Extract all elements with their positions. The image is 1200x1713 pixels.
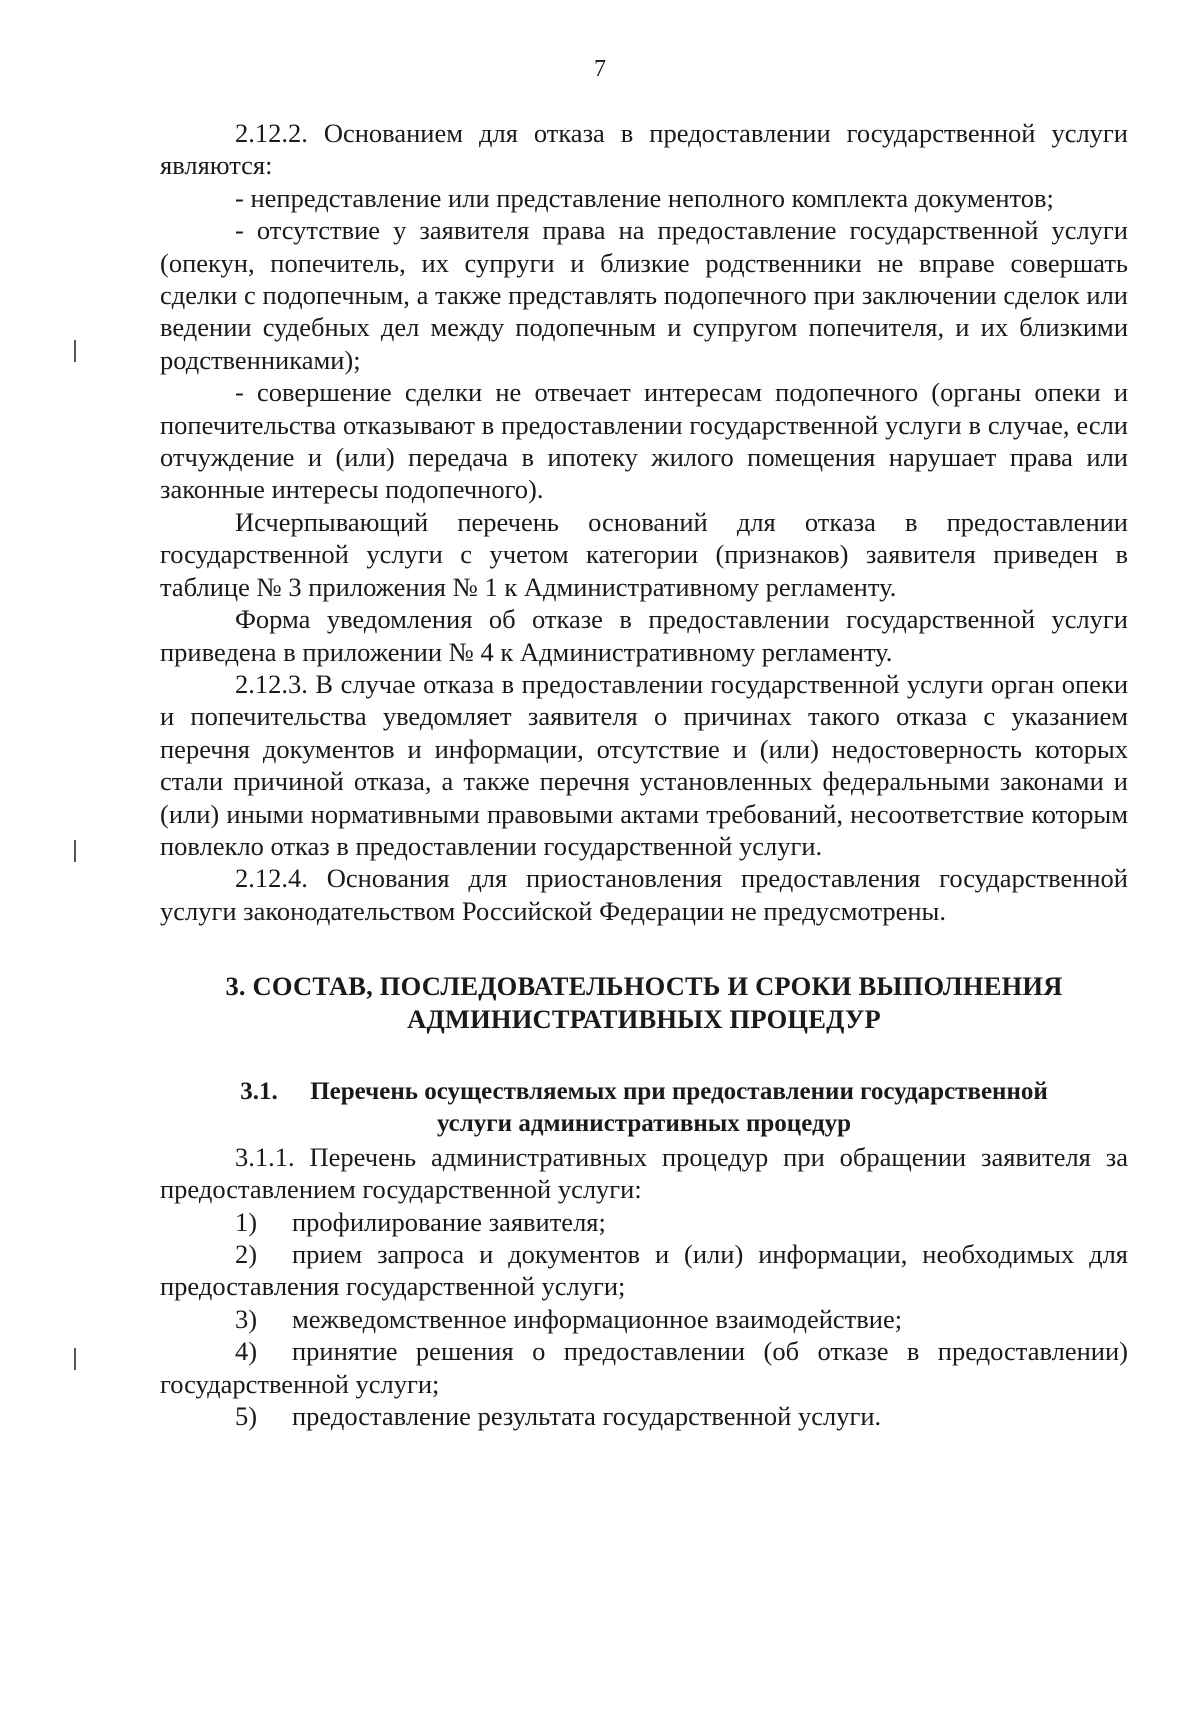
section-3-title-line1: 3. СОСТАВ, ПОСЛЕДОВАТЕЛЬНОСТЬ И СРОКИ ВЫПОЛНЕНИЯ — [225, 971, 1063, 1002]
paragraph-2-12-2: 2.12.2. Основанием для отказа в предоставлении государственной услуги являются: — [160, 118, 1128, 181]
list-marker: 5) — [235, 1401, 258, 1432]
margin-mark — [74, 1348, 76, 1370]
paragraph-dash-no-right: - отсутствие у заявителя права на предоставление государственной услуги (опекун, попечитель, их супруги и близкие родственники не вправе совершать сделки с подопечным, а также представлять подопечного при заключении сделок или ведении судебных дел между подопечным и супругом попечителя, и их близкими родственниками); — [160, 215, 1128, 375]
paragraph-refusal-form: Форма уведомления об отказе в предоставлении государственной услуги приведена в приложении № 4 к Административному регламенту. — [160, 604, 1128, 667]
list-text: профилирование заявителя; — [292, 1206, 606, 1237]
paragraph-dash-incomplete-documents: - непредставление или представление неполного комплекта документов; — [235, 182, 1054, 213]
subsection-title-line2: услуги административных процедур — [436, 1110, 852, 1138]
list-text: прием запроса и документов и (или) информации, необходимых для предоставления государственной услуги; — [160, 1239, 1128, 1302]
list-item — [160, 1238, 1128, 1303]
document-body — [160, 117, 1128, 1432]
list-item — [160, 1303, 1128, 1335]
subsection-title-line1: Перечень осуществляемых при предоставлении государственной — [310, 1077, 1048, 1105]
page-number: 7 — [594, 56, 606, 82]
paragraph-exhaustive-list: Исчерпывающий перечень оснований для отказа в предоставлении государственной услуги с учетом категории (признаков) заявителя приведен в таблице № 3 приложения № 1 к Административному регламенту. — [160, 506, 1128, 602]
list-text: предоставление результата государственной услуги. — [292, 1401, 882, 1432]
list-marker: 2) — [235, 1239, 258, 1269]
paragraph-3-1-1: 3.1.1. Перечень административных процедур при обращении заявителя за предоставлением государственной услуги: — [160, 1141, 1128, 1205]
list-item — [160, 1335, 1128, 1400]
list-marker: 4) — [235, 1336, 258, 1367]
subsection-3-1-title — [160, 1076, 1128, 1141]
margin-mark — [74, 840, 76, 862]
margin-mark — [74, 340, 76, 362]
list-text: принятие решения о предоставлении (об отказе в предоставлении) государственной услуги; — [160, 1336, 1128, 1399]
list-item — [160, 1206, 1128, 1238]
list-text: межведомственное информационное взаимодействие; — [292, 1303, 903, 1334]
list-marker: 1) — [235, 1206, 258, 1237]
list-marker: 3) — [235, 1303, 258, 1334]
section-3-title-line2: АДМИНИСТРАТИВНЫХ ПРОЦЕДУР — [407, 1003, 881, 1034]
paragraph-dash-interests: - совершение сделки не отвечает интересам подопечного (органы опеки и попечительства отказывают в предоставлении государственной услуги в случае, если отчуждение и (или) передача в ипотеку жилого помещения нарушает права или законные интересы подопечного). — [160, 377, 1128, 505]
subsection-number: 3.1. — [240, 1077, 278, 1105]
paragraph-2-12-4: 2.12.4. Основания для приостановления предоставления государственной услуги законодательством Российской Федерации не предусмотрены. — [160, 863, 1128, 926]
section-3-title — [160, 970, 1128, 1035]
paragraph-2-12-3: 2.12.3. В случае отказа в предоставлении государственной услуги орган опеки и попечительства уведомляет заявителя о причинах такого отказа с указанием перечня документов и информации, отсутствие и (или) недостоверность которых стали причиной отказа, а также перечня установленных федеральными законами и (или) иными нормативными правовыми актами требований, несоответствие которым повлекло отказ в предоставлении государственной услуги. — [160, 668, 1128, 861]
list-item — [160, 1400, 1128, 1432]
